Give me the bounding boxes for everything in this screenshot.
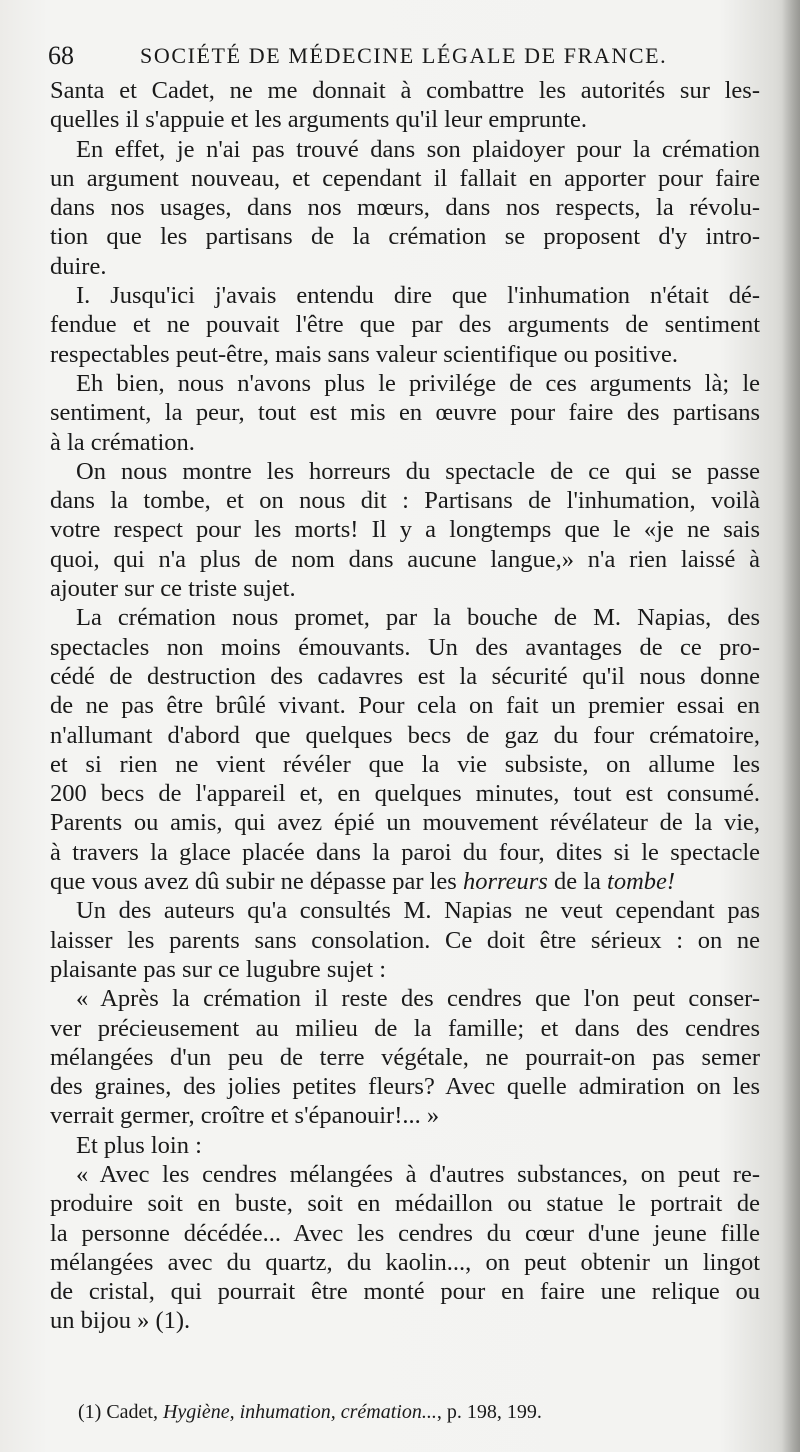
text-line: La crémation nous promet, par la bouche de M. Napias, des bbox=[76, 604, 760, 632]
running-head: SOCIÉTÉ DE MÉDECINE LÉGALE DE FRANCE. bbox=[140, 43, 668, 68]
paragraph bbox=[50, 135, 760, 281]
paragraph bbox=[50, 603, 760, 896]
text-line: respectables peut-être, mais sans valeur scientifique ou positive. bbox=[50, 340, 678, 368]
text-line: duire. bbox=[50, 252, 107, 280]
paragraph bbox=[50, 1160, 760, 1336]
emphasis: tombe! bbox=[607, 868, 676, 896]
text-line: Et plus loin : bbox=[76, 1131, 202, 1159]
text-line: En effet, je n'ai pas trouvé dans son plaidoyer pour la crémation bbox=[76, 135, 760, 163]
text-line: la personne décédée... Avec les cendres du cœur d'une jeune fille bbox=[50, 1219, 760, 1247]
text-line: « Après la crémation il reste des cendres que l'on peut conser- bbox=[76, 985, 760, 1013]
text-line: « Avec les cendres mélangées à d'autres substances, on peut re- bbox=[76, 1160, 760, 1188]
text-line: fendue et ne pouvait l'être que par des arguments de sentiment bbox=[50, 311, 760, 339]
footnote-marker: (1) Cadet, bbox=[78, 1401, 163, 1423]
text-line: plaisante pas sur ce lugubre sujet : bbox=[50, 955, 387, 983]
text-line: verrait germer, croître et s'épanouir!... » bbox=[50, 1102, 440, 1130]
text-line: des graines, des jolies petites fleurs? Avec quelle admiration on les bbox=[50, 1073, 760, 1101]
text-line: spectacles non moins émouvants. Un des avantages de ce pro- bbox=[50, 633, 760, 661]
paragraph bbox=[50, 457, 760, 603]
text-line: dans nos usages, dans nos mœurs, dans nos respects, la révolu- bbox=[50, 194, 760, 222]
text-line: Santa et Cadet, ne me donnait à combattre les autorités sur les- bbox=[50, 77, 760, 104]
text-line: Eh bien, nous n'avons plus le privilége de ces arguments là; le bbox=[76, 369, 760, 397]
text-line: que vous avez dû subir ne dépasse par les horreurs de la tombe! bbox=[50, 868, 676, 896]
text-line: 200 becs de l'appareil et, en quelques minutes, tout est consumé. bbox=[50, 780, 760, 808]
text-line: mélangées avec du quartz, du kaolin..., on peut obtenir un lingot bbox=[50, 1248, 760, 1276]
paragraph bbox=[50, 369, 760, 457]
paragraph bbox=[50, 896, 760, 984]
text-line: cédé de destruction des cadavres est la sécurité qu'il nous donne bbox=[50, 662, 760, 690]
text-line: dans la tombe, et on nous dit : Partisans de l'inhumation, voilà bbox=[50, 487, 760, 515]
text-line: quelles il s'appuie et les arguments qu'il leur emprunte. bbox=[50, 106, 588, 134]
page-number: 68 bbox=[48, 41, 74, 70]
text-line: un argument nouveau, et cependant il fallait en apporter pour faire bbox=[50, 164, 760, 192]
text-line: ver précieusement au milieu de la famille; et dans des cendres bbox=[50, 1014, 760, 1042]
text-line: mélangées d'un peu de terre végétale, ne pourrait-on pas semer bbox=[50, 1043, 760, 1071]
text-line: à travers la glace placée dans la paroi du four, dites si le spectacle bbox=[50, 838, 760, 866]
paragraph bbox=[50, 984, 760, 1130]
text-line: de cristal, qui pourrait être monté pour en faire une relique ou bbox=[50, 1278, 760, 1306]
text-line: sentiment, la peur, tout est mis en œuvre pour faire des partisans bbox=[50, 399, 760, 427]
text-line: de ne pas être brûlé vivant. Pour cela on fait un premier essai en bbox=[50, 692, 760, 720]
text-line: à la crémation. bbox=[50, 428, 195, 456]
body-text bbox=[50, 76, 760, 1336]
footnote-pages: , p. 198, 199. bbox=[436, 1401, 542, 1423]
text-line: On nous montre les horreurs du spectacle de ce qui se passe bbox=[76, 457, 760, 485]
text-line: laisser les parents sans consolation. Ce doit être sérieux : on ne bbox=[50, 926, 760, 954]
text-line: tion que les partisans de la crémation se proposent d'y intro- bbox=[50, 223, 760, 251]
emphasis: horreurs bbox=[462, 868, 548, 896]
footnote bbox=[78, 1398, 758, 1426]
paragraph bbox=[50, 1131, 760, 1160]
paragraph bbox=[50, 76, 760, 135]
footnote-title: Hygiène, inhumation, crémation... bbox=[162, 1401, 437, 1423]
paragraph bbox=[50, 281, 760, 369]
text-line: ajouter sur ce triste sujet. bbox=[50, 575, 296, 603]
text-line: I. Jusqu'ici j'avais entendu dire que l'inhumation n'était dé- bbox=[76, 282, 760, 310]
text-line: Parents ou amis, qui avez épié un mouvement révélateur de la vie, bbox=[50, 809, 760, 837]
text-line: et si rien ne vient révéler que la vie subsiste, on allume les bbox=[50, 750, 760, 778]
text-line: quoi, qui n'a plus de nom dans aucune langue,» n'a rien laissé à bbox=[50, 545, 760, 573]
text-line: Un des auteurs qu'a consultés M. Napias ne veut cependant pas bbox=[76, 897, 760, 925]
text-line: n'allumant d'abord que quelques becs de gaz du four crématoire, bbox=[50, 721, 760, 749]
text-line: produire soit en buste, soit en médaillon ou statue le portrait de bbox=[50, 1190, 760, 1218]
page-header bbox=[48, 36, 768, 76]
text-line: votre respect pour les morts! Il y a longtemps que le «je ne sais bbox=[50, 516, 760, 544]
text-line: un bijou » (1). bbox=[50, 1307, 191, 1335]
page-edge-shadow bbox=[782, 0, 800, 1452]
